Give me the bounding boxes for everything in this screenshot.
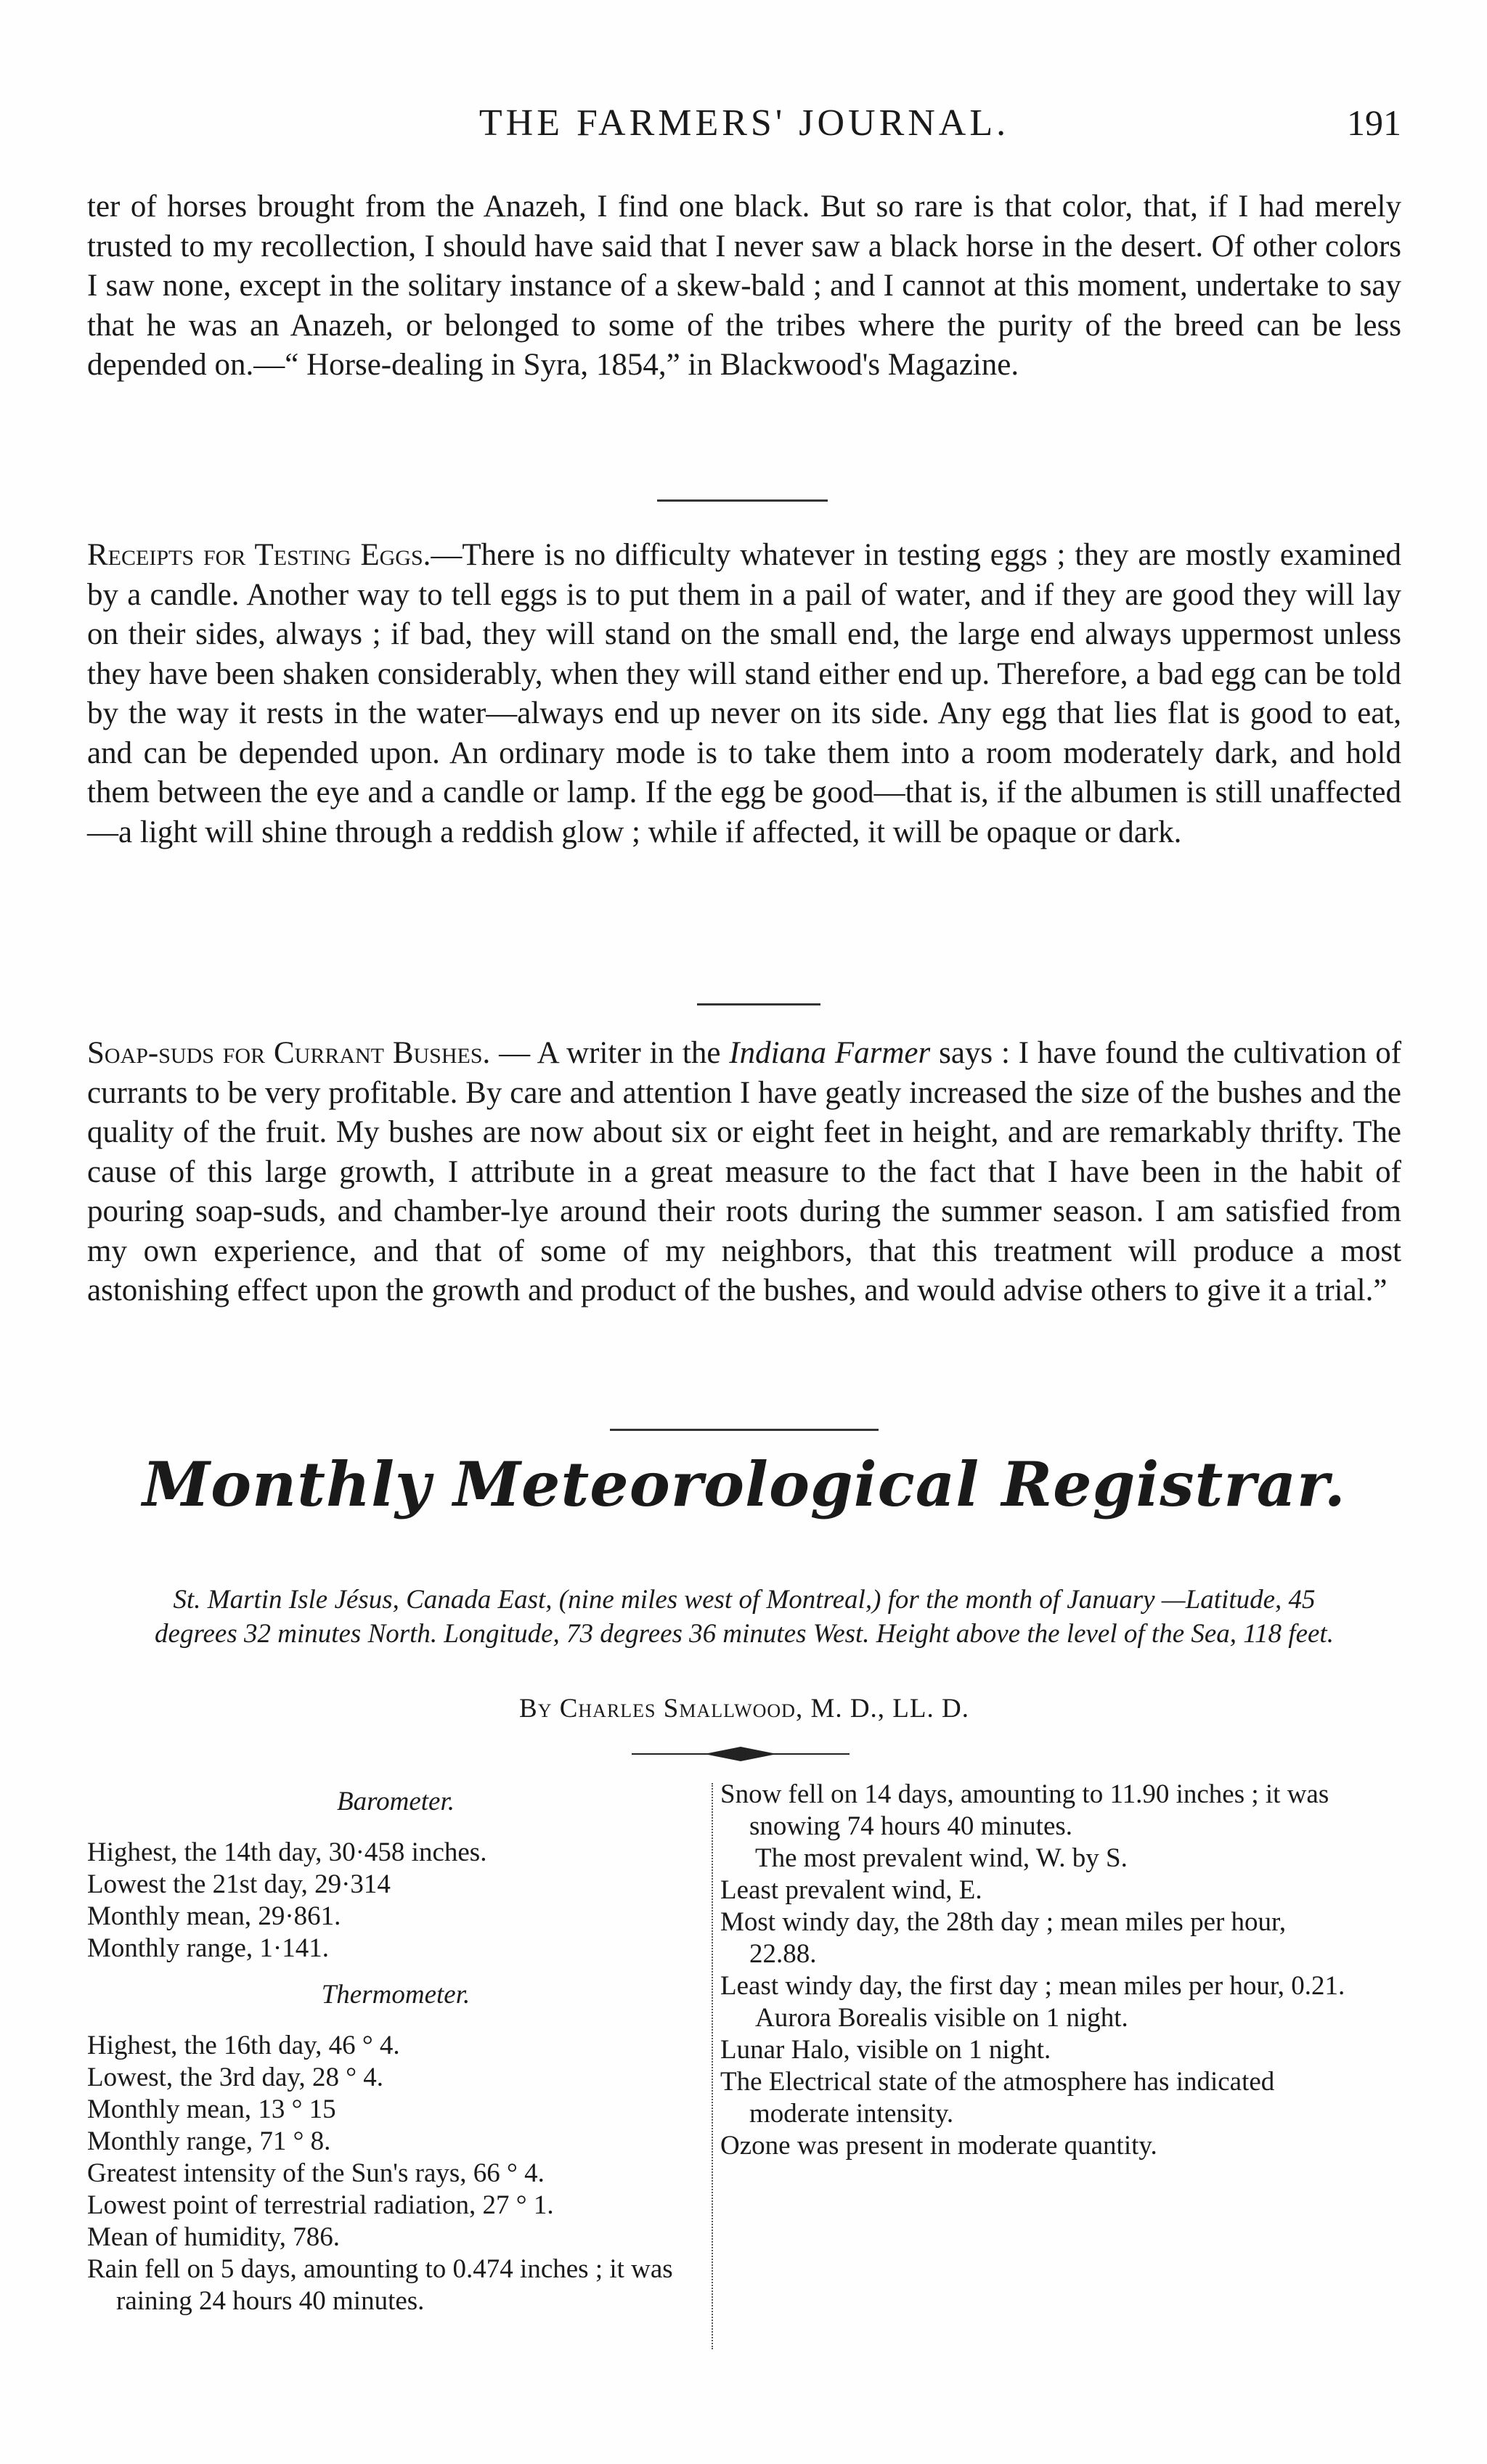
article-text-lead: A writer in the: [537, 1036, 721, 1070]
section-divider: [697, 1003, 820, 1005]
snowfall-line: Snow fell on 14 days, amounting to 11.90 inches ; it was snowing 74 hours 40 minutes.: [720, 1779, 1329, 1841]
running-head: [87, 94, 1401, 152]
article-testing-eggs: Receipts for Testing Eggs.—There is no difficulty whatever in testing eggs ; they are mostly examined by a candle. Another way to tell eggs is to put them in a pail of water, and if they are good they will lay on their sides, always ; if bad, they will stand on the small end, the large end always uppermost unless they have been shaken considerably, when they will stand either end up. Therefore, a bad egg can be told by the way it rests in the water—always end up never on its side. Any egg that lies flat is good to eat, and can be depended upon. An ordinary mode is to take them into a room moderately dark, and hold them between the eye and a candle or lamp. If the egg be good—that is, if the albumen is still unaffected—a light will shine through a reddish glow ; while if affected, it will be opaque or dark.: [87, 538, 1401, 849]
wind-line: Least prevalent wind, E.: [720, 1875, 982, 1905]
wind-line: The most prevalent wind, W. by S.: [755, 1843, 1128, 1873]
thermometer-heading: Thermometer.: [321, 1980, 470, 2010]
register-right-column: [720, 1779, 1352, 2162]
section-divider: [610, 1429, 879, 1431]
thermometer-line: Monthly mean, 13 ° 15: [87, 2094, 336, 2124]
thermometer-line: Highest, the 16th day, 46 ° 4.: [87, 2031, 400, 2060]
thermometer-line: Lowest point of terrestrial radiation, 27 ° 1.: [87, 2190, 554, 2220]
thermometer-line: Mean of humidity, 786.: [87, 2222, 341, 2252]
article-text: ter of horses brought from the Anazeh, I find one black. But so rare is that color, that, if I had merely trusted to my recollection, I should have said that I never saw a black horse in the desert. Of other colors I saw none, except in the solitary instance of a skew-bald ; and I cannot at this moment, undertake to say that he was an Anazeh, or belonged to some of the tribes where the purity of the breed can be less depended on.—“ Horse-dealing in Syra, 1854,” in Blackwood's Magazine.: [87, 189, 1401, 382]
halo-line: Lunar Halo, visible on 1 night.: [720, 2035, 1051, 2065]
barometer-heading: Barometer.: [336, 1787, 455, 1816]
thermometer-line: Greatest intensity of the Sun's rays, 66 ° 4.: [87, 2158, 545, 2188]
wind-line: Least windy day, the first day ; mean miles per hour, 0.21.: [720, 1971, 1345, 2001]
thermometer-line: Lowest, the 3rd day, 28 ° 4.: [87, 2063, 384, 2092]
register-title: Monthly Meteorological Registrar.: [142, 1448, 1346, 1520]
barometer-line: Lowest the 21st day, 29·314: [87, 1869, 391, 1899]
page-number: 191: [1347, 102, 1401, 143]
ozone-line: Ozone was present in moderate quantity.: [720, 2131, 1157, 2161]
barometer-line: Monthly mean, 29·861.: [87, 1901, 341, 1931]
article-heading: Soap-suds for Currant Bushes.: [87, 1036, 491, 1070]
register-left-column: [87, 1779, 704, 2317]
wind-line: Most windy day, the 28th day ; mean miles per hour, 22.88.: [720, 1907, 1287, 1969]
source-title: Indiana Farmer: [729, 1036, 931, 1070]
article-horses-continuation: [87, 187, 1401, 385]
barometer-line: Monthly range, 1·141.: [87, 1933, 329, 1963]
electrical-line: The Electrical state of the atmosphere has indicated moderate intensity.: [720, 2067, 1275, 2129]
article-text: says : I have found the cultivation of currants to be very profitable. By care and attention I have geatly increased the size of the bushes and the quality of the fruit. My bushes are now about six or eight feet in height, and are remarkably thrifty. The cause of this large growth, I attribute in a great measure to the fact that I have been in the habit of pouring soap-suds, and chamber-lye around their roots during the summer season. I am satisfied from my own experience, and that of some of my neighbors, that this treatment will produce a most astonishing effect upon the growth and product of the bushes, and would advise others to give it a trial.”: [87, 1036, 1402, 1308]
aurora-line: Aurora Borealis visible on 1 night.: [755, 2003, 1128, 2033]
register-byline: By Charles Smallwood, M. D., LL. D.: [519, 1694, 969, 1723]
article-text: There is no difficulty whatever in testing eggs ; they are mostly examined by a candle. Another way to tell eggs is to put them in a pail of water, and if they are good they will lay on their sides, always ; if bad, they will stand on the small end, the large end always uppermost unless they have been shaken considerably, when they will stand either end up. Therefore, a bad egg can be told by the way it rests in the water—always end up never on its side. Any egg that lies flat is good to eat, and can be depended upon. An ordinary mode is to take them into a room moderately dark, and hold them between the eye and a candle or lamp. If the egg be good—that is, if the albumen is still unaffected—a light will shine through a reddish glow ; while if affected, it will be opaque or dark.: [87, 538, 1401, 849]
page-title: THE FARMERS' JOURNAL.: [478, 102, 1010, 144]
thermometer-line: Monthly range, 71 ° 8.: [87, 2126, 331, 2156]
article-soap-suds: Soap-suds for Currant Bushes. — A writer in the Indiana Farmer says : I have found the cultivation of currants to be very profitable. By care and attention I have geatly increased the size of the bushes and the quality of the fruit. My bushes are now about six or eight feet in height, and are remarkably thrifty. The cause of this large growth, I attribute in a great measure to the fact that I have been in the habit of pouring soap-suds, and chamber-lye around their roots during the summer season. I am satisfied from my own experience, and that of some of my neighbors, that this treatment will produce a most astonishing effect upon the growth and product of the bushes, and would advise others to give it a trial.”: [87, 1036, 1402, 1308]
register-location: St. Martin Isle Jésus, Canada East, (nine miles west of Montreal,) for the month of January —Latitude, 45 degrees 32 minutes North. Longitude, 73 degrees 36 minutes West. Height above the level of the Sea, 118 feet.: [155, 1585, 1334, 1649]
rainfall-line: Rain fell on 5 days, amounting to 0.474 inches ; it was raining 24 hours 40 minutes.: [87, 2254, 673, 2316]
section-divider: [657, 499, 828, 502]
article-heading: Receipts for Testing Eggs.: [87, 538, 431, 572]
column-divider: [712, 1783, 713, 2349]
barometer-line: Highest, the 14th day, 30·458 inches.: [87, 1837, 487, 1867]
ornament-divider-icon: [624, 1739, 857, 1769]
